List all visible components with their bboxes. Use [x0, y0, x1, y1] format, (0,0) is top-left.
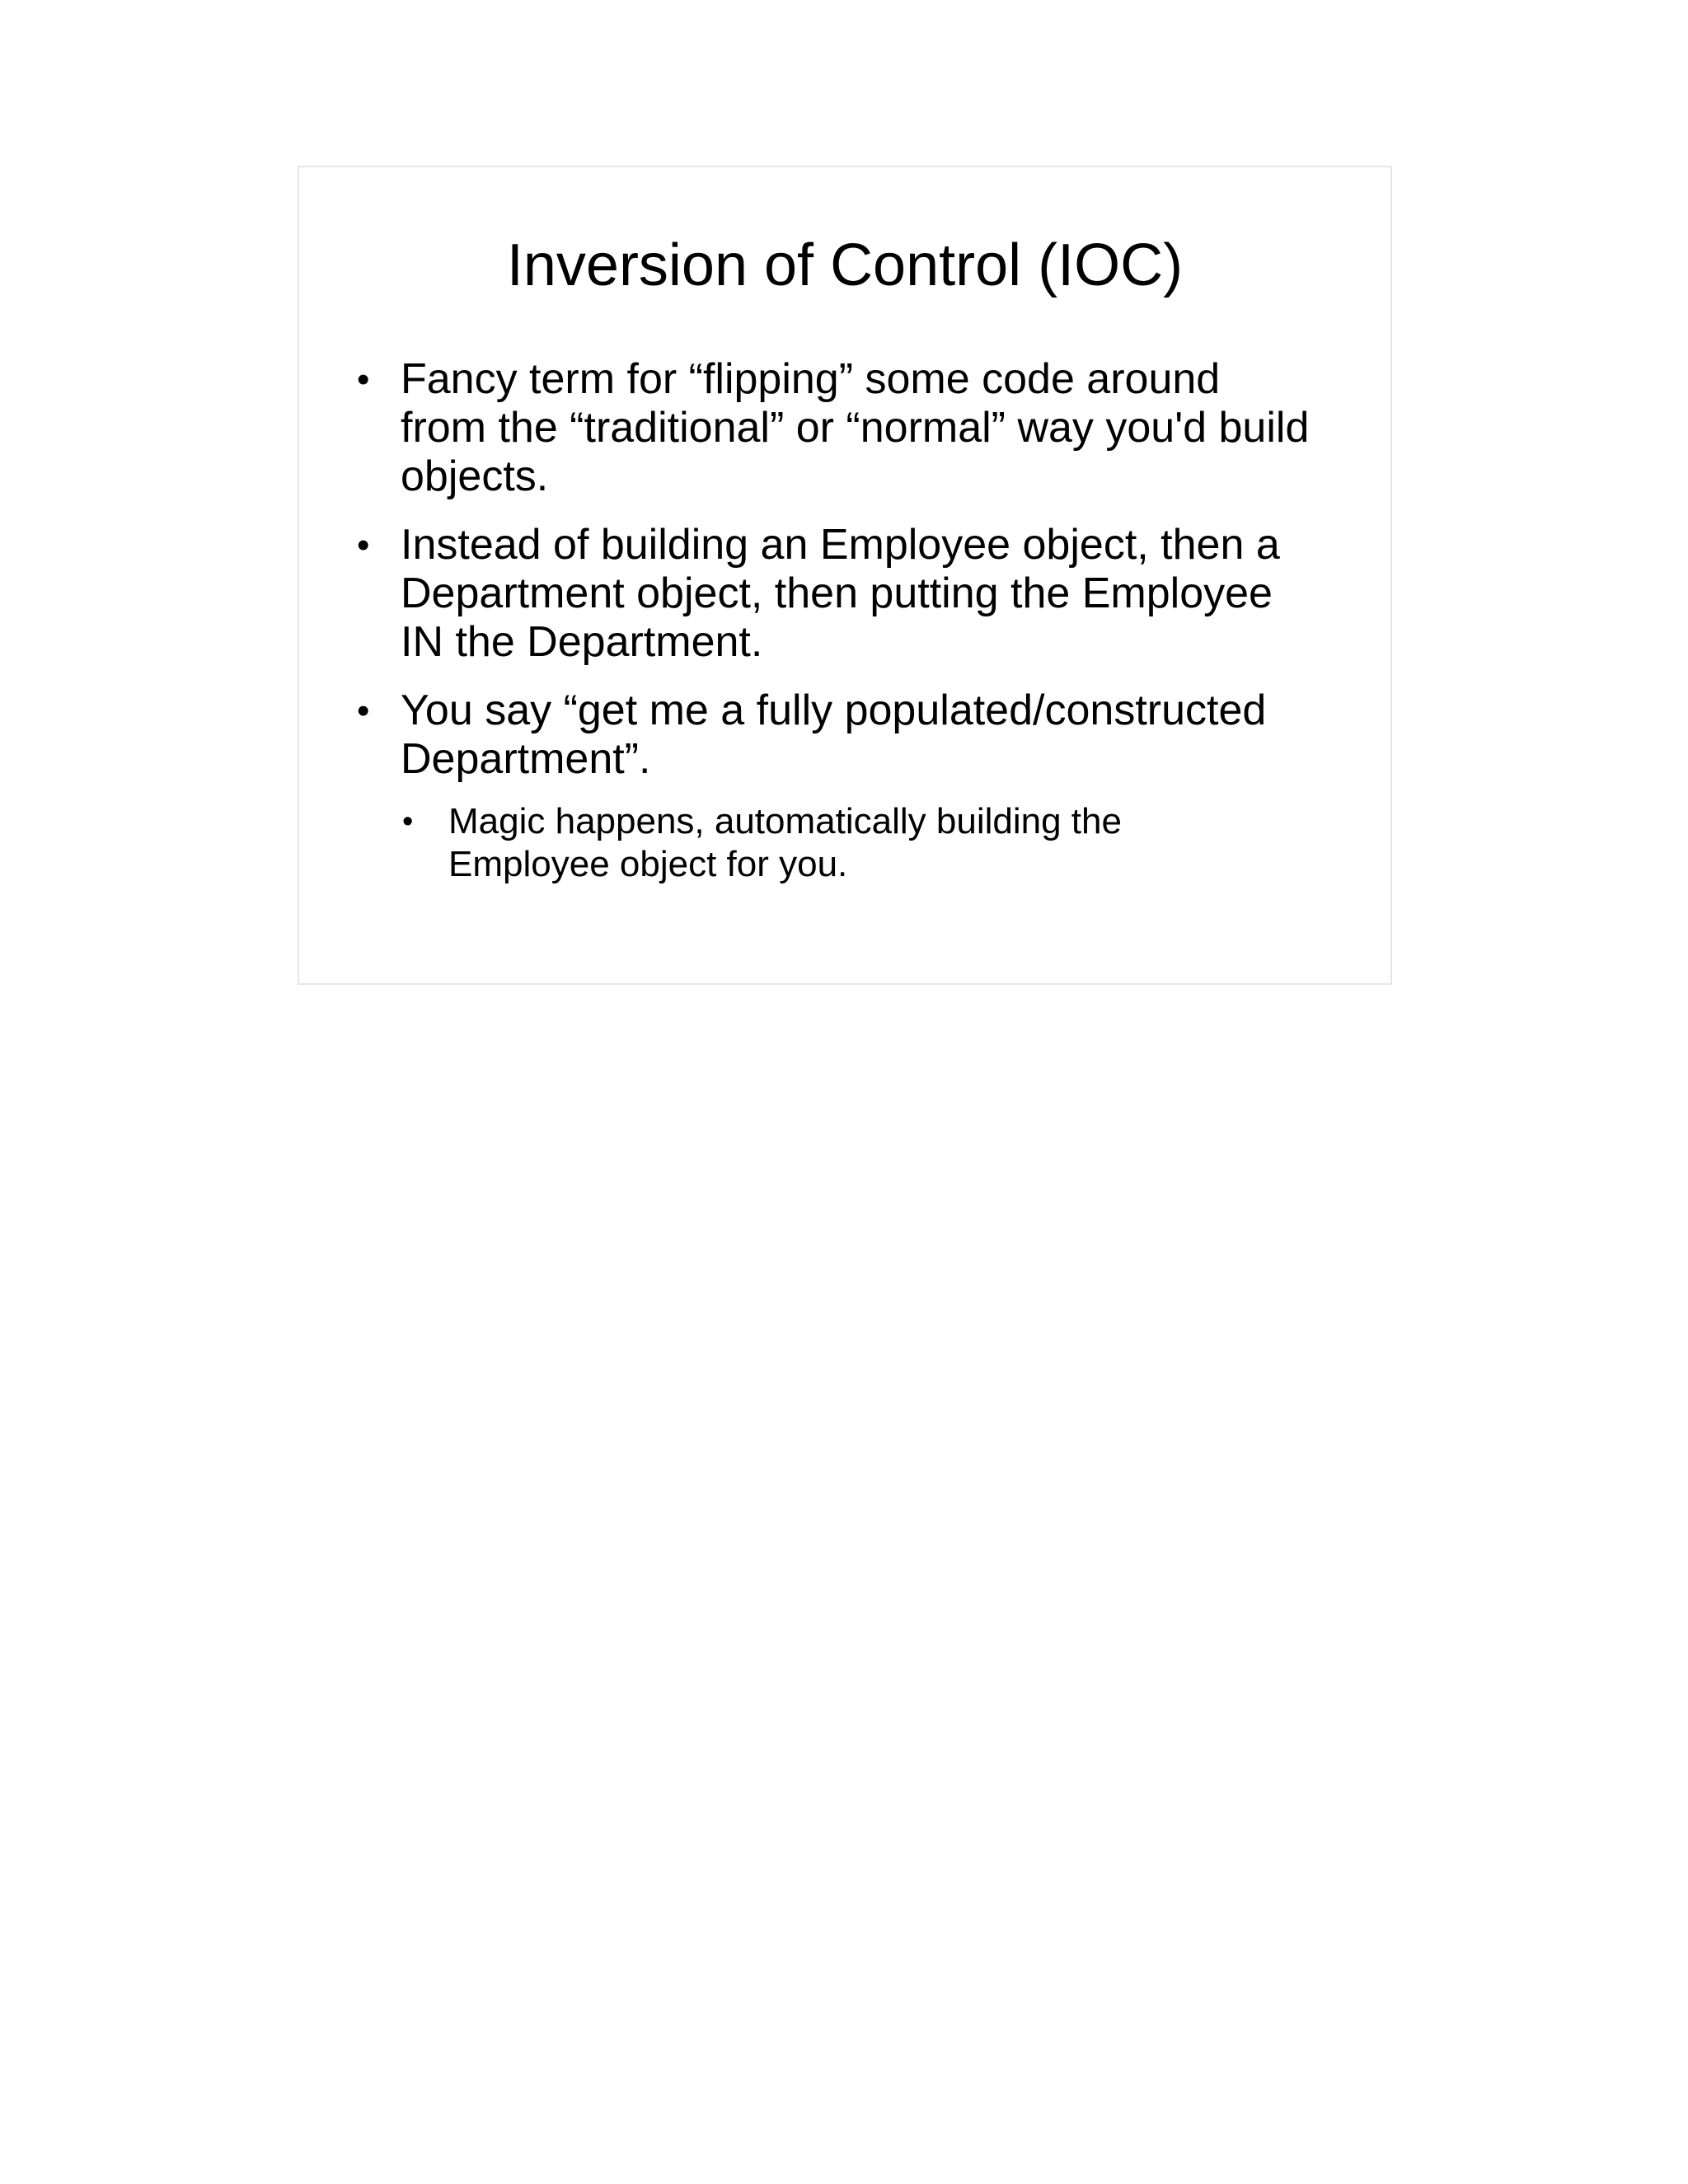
bullet-item [357, 521, 1379, 667]
bullet-line: You say “get me a fully populated/constructed [401, 687, 1267, 734]
bullet-icon: • [357, 525, 370, 565]
slide [298, 166, 1392, 985]
sub-bullet-line: Magic happens, automatically building the [448, 801, 1122, 841]
sub-bullet-line: Employee object for you. [448, 844, 848, 884]
bullet-item [357, 355, 1379, 501]
sub-bullet-list [401, 800, 1379, 886]
bullet-list [357, 355, 1379, 906]
bullet-line: Fancy term for “flipping” some code around [401, 355, 1221, 403]
bullet-line: Department”. [401, 735, 651, 783]
bullet-line: from the “traditional” or “normal” way you'd build [401, 404, 1310, 452]
bullet-line: Department object, then putting the Employee [401, 569, 1273, 617]
bullet-line: Instead of building an Employee object, then a [401, 521, 1280, 569]
sub-bullet-item [402, 800, 1379, 886]
bullet-icon: • [357, 359, 370, 400]
bullet-item [357, 687, 1379, 886]
sub-bullet-icon: • [402, 804, 414, 839]
bullet-line: objects. [401, 452, 549, 500]
bullet-icon: • [357, 691, 370, 731]
slide-title: Inversion of Control (IOC) [506, 232, 1184, 298]
bullet-line: IN the Department. [401, 618, 763, 666]
